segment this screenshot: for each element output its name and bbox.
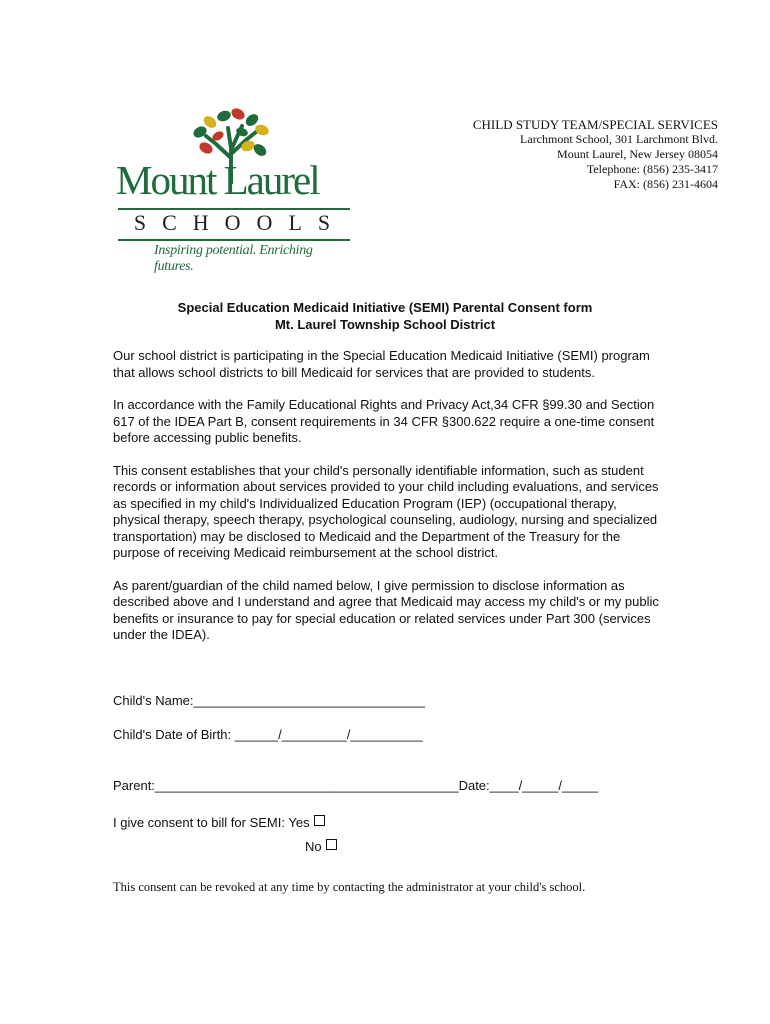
logo-name: Mount Laurel bbox=[116, 157, 319, 203]
department-name: CHILD STUDY TEAM/SPECIAL SERVICES bbox=[472, 117, 718, 132]
paragraph-disclosure: This consent establishes that your child's personally identifiable information, such as student records or information about services provided to your child including evaluations, and services as specified in my child's Individualized Education Program (IEP) (occupational therapy, physical therapy, speech therapy, psychological counseling, audiology, nursing and specialized transportation) may be disclosed to Medicaid and the Department of the Treasury for the purpose of receiving Medicaid reimbursement at the school district. bbox=[113, 462, 659, 560]
address-line-1: Larchmont School, 301 Larchmont Blvd. bbox=[520, 132, 718, 146]
address-line-2: Mount Laurel, New Jersey 08054 bbox=[557, 147, 718, 161]
address-block bbox=[473, 117, 718, 192]
consent-yes-row bbox=[113, 815, 325, 831]
district-logo bbox=[114, 104, 354, 274]
telephone: Telephone: (856) 235-3417 bbox=[586, 162, 718, 176]
title-line-1: Special Education Medicaid Initiative (SEMI) Parental Consent form bbox=[177, 300, 593, 315]
child-name-field[interactable]: Child's Name:________________________________ bbox=[113, 693, 425, 708]
revocation-note: This consent can be revoked at any time by contacting the administrator at your child's school. bbox=[113, 880, 586, 894]
paragraph-permission: As parent/guardian of the child named below, I give permission to disclose information as described above and I understand and agree that Medicaid may access my child's or my public benefits or insurance to pay for special education or related services under Part 300 (services under the IDEA). bbox=[113, 577, 659, 642]
paragraph-participation: Our school district is participating in the Special Education Medicaid Initiative (SEMI) program that allows school districts to bill Medicaid for services that are provided to students. bbox=[113, 348, 650, 380]
child-dob-field[interactable]: Child's Date of Birth: ______/_________/__________ bbox=[113, 727, 423, 742]
title-line-2: Mt. Laurel Township School District bbox=[274, 317, 496, 332]
paragraph-ferpa: In accordance with the Family Educational Rights and Privacy Act,34 CFR §99.30 and Section 617 of the IDEA Part B, consent requirements in 34 CFR §300.622 require a one-time consent before accessing public benefits. bbox=[113, 397, 655, 445]
logo-schools: SCHOOLS bbox=[133, 210, 347, 235]
consent-yes-checkbox[interactable] bbox=[314, 815, 325, 826]
consent-body bbox=[113, 348, 661, 660]
no-label: No bbox=[305, 839, 322, 854]
consent-no-checkbox[interactable] bbox=[326, 839, 337, 850]
logo-tagline: Inspiring potential. Enriching futures. bbox=[154, 243, 313, 274]
consent-no-row bbox=[305, 839, 337, 855]
logo-divider-bottom bbox=[118, 239, 350, 241]
consent-label: I give consent to bill for SEMI: Yes bbox=[113, 815, 310, 830]
parent-signature-field[interactable]: Parent:__________________________________________Date:____/_____/_____ bbox=[113, 778, 599, 793]
document-title bbox=[0, 299, 770, 333]
fax: FAX: (856) 231-4604 bbox=[613, 177, 718, 191]
